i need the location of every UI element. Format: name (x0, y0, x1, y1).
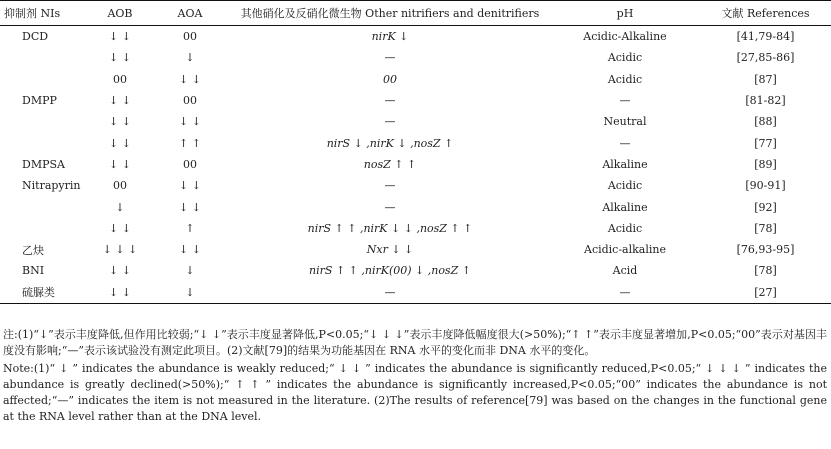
cell-reference: [41,79-84] (736, 30, 795, 44)
cell-reference: [89] (754, 157, 777, 171)
table-row (0, 282, 831, 304)
cell-ph: Alkaline (602, 157, 648, 171)
cell-other-microbes: Nxr ↓ ↓ (366, 243, 414, 257)
cell-aoa: ↓ ↓ (179, 200, 201, 214)
table-row (0, 132, 831, 153)
cell-aob: 00 (113, 72, 127, 86)
header-references: 文献 References (700, 1, 831, 26)
cell-inhibitor: Nitrapyrin (22, 179, 81, 193)
cell-inhibitor: 乙炔 (22, 243, 44, 257)
cell-aoa: ↓ ↓ (179, 243, 201, 257)
cell-ph: — (550, 282, 700, 304)
cell-inhibitor (0, 218, 90, 239)
cell-ph: Acidic-Alkaline (583, 30, 667, 44)
cell-reference: [27] (700, 282, 831, 304)
table-header-row (0, 1, 831, 26)
cell-aob: ↓ (115, 200, 125, 214)
cell-aob: ↓ ↓ (109, 94, 131, 108)
table-row (0, 69, 831, 90)
cell-aoa: ↓ ↓ (179, 72, 201, 86)
header-inhibitor: 抑制剂 NIs (0, 1, 90, 26)
cell-reference: [27,85-86] (736, 51, 795, 65)
cell-reference: [87] (754, 72, 777, 86)
cell-reference: [92] (754, 200, 777, 214)
cell-aob: ↓ ↓ (109, 115, 131, 129)
table-row (0, 218, 831, 239)
cell-aob: ↓ ↓ (109, 264, 131, 278)
cell-aob: ↓ ↓ (109, 51, 131, 65)
cell-inhibitor: DCD (22, 30, 49, 44)
cell-other-microbes: — (384, 51, 396, 65)
table-row (0, 239, 831, 260)
cell-aoa: 00 (183, 94, 197, 108)
table-body (0, 26, 831, 304)
cell-aob: ↓ ↓ ↓ (102, 243, 138, 257)
cell-reference: [77] (754, 136, 777, 150)
cell-aob: ↓ ↓ (109, 221, 131, 235)
cell-reference: [90-91] (745, 179, 786, 193)
cell-ph: Neutral (603, 115, 647, 129)
cell-inhibitor (0, 132, 90, 153)
cell-other-microbes: nirS ↑ ↑ ,nirK(00) ↓ ,nosZ ↑ (309, 264, 471, 278)
cell-other-microbes: nosZ ↑ ↑ (363, 157, 417, 171)
cell-aoa: ↓ (185, 51, 195, 65)
cell-other-microbes: nirS ↓ ,nirK ↓ ,nosZ ↑ (326, 136, 454, 150)
cell-ph: — (619, 136, 631, 150)
cell-ph: Acidic (607, 179, 643, 193)
table-notes (3, 327, 827, 425)
cell-aob: ↓ ↓ (109, 157, 131, 171)
table-row (0, 260, 831, 281)
cell-aob: ↓ ↓ (90, 282, 150, 304)
note-english: Note:(1)“ ↓ ” indicates the abundance is weakly reduced;“ ↓ ↓ ” indicates the abundance is significantly reduced,P<0.05;“ ↓ ↓ ↓ ” indicates the abundance is greatly declined(>50%);“ ↑ ↑ ” indicates the abundance is significantly increased,P<0.05;“00” indicates the abundance is not affected;“—” indicates the item is not measured in the literature. (2)The results of reference[79] was based on the changes in the functional gene at the RNA level rather than at the DNA level. (3, 362, 827, 423)
cell-inhibitor (0, 47, 90, 68)
cell-reference: [76,93-95] (736, 243, 795, 257)
cell-inhibitor (0, 111, 90, 132)
cell-other-microbes: 00 (383, 72, 397, 86)
cell-ph: Acidic (607, 72, 643, 86)
cell-inhibitor: DMPP (22, 94, 57, 108)
cell-reference: [78] (754, 264, 777, 278)
cell-other-microbes: — (384, 179, 396, 193)
cell-inhibitor: 硫脲类 (0, 282, 90, 304)
cell-aoa: ↑ (185, 221, 195, 235)
cell-inhibitor (0, 196, 90, 217)
cell-aoa: 00 (183, 30, 197, 44)
cell-aob: ↓ ↓ (109, 136, 131, 150)
cell-other-microbes: nirS ↑ ↑ ,nirK ↓ ↓ ,nosZ ↑ ↑ (307, 221, 473, 235)
cell-inhibitor: DMPSA (22, 157, 65, 171)
cell-other-microbes: — (384, 200, 396, 214)
cell-inhibitor (0, 69, 90, 90)
cell-ph: Acidic-alkaline (584, 243, 666, 257)
cell-other-microbes: — (230, 282, 550, 304)
note-chinese: 注:(1)“↓”表示丰度降低,但作用比较弱;“↓ ↓”表示丰度显著降低,P<0.05;“↓ ↓ ↓”表示丰度降低幅度很大(>50%);“↑ ↑”表示丰度显著增加,P<0.05;“00”表示对基因丰度没有影响;“—”表示该试验没有测定此项目。(2)文献[79]的结果为功能基因在 RNA 水平的变化而非 DNA 水平的变化。 (3, 328, 827, 357)
cell-inhibitor: BNI (22, 264, 45, 278)
cell-reference: [88] (754, 115, 777, 129)
cell-aoa: ↓ (185, 264, 195, 278)
cell-reference: [78] (754, 221, 777, 235)
cell-aoa: ↓ ↓ (179, 115, 201, 129)
cell-ph: Alkaline (602, 200, 648, 214)
cell-aoa: ↑ ↑ (179, 136, 201, 150)
cell-aoa: ↓ (150, 282, 230, 304)
table-row (0, 47, 831, 68)
table-row (0, 154, 831, 175)
header-other-microbes: 其他硝化及反硝化微生物 Other nitrifiers and denitrifiers (230, 1, 550, 26)
header-ph: pH (550, 1, 700, 26)
cell-other-microbes: — (384, 94, 396, 108)
cell-reference: [81-82] (745, 94, 786, 108)
cell-ph: Acidic (607, 51, 643, 65)
cell-aoa: 00 (183, 157, 197, 171)
table-row (0, 111, 831, 132)
header-aoa: AOA (150, 1, 230, 26)
cell-other-microbes: nirK ↓ (371, 30, 409, 44)
header-aob: AOB (90, 1, 150, 26)
cell-ph: Acid (612, 264, 638, 278)
table-row (0, 196, 831, 217)
table-row (0, 175, 831, 196)
cell-ph: Acidic (607, 221, 643, 235)
cell-aob: ↓ ↓ (109, 30, 131, 44)
table-row (0, 90, 831, 111)
table-row (0, 26, 831, 48)
cell-ph: — (619, 94, 631, 108)
cell-other-microbes: — (384, 115, 396, 129)
cell-aob: 00 (113, 179, 127, 193)
cell-aoa: ↓ ↓ (179, 179, 201, 193)
